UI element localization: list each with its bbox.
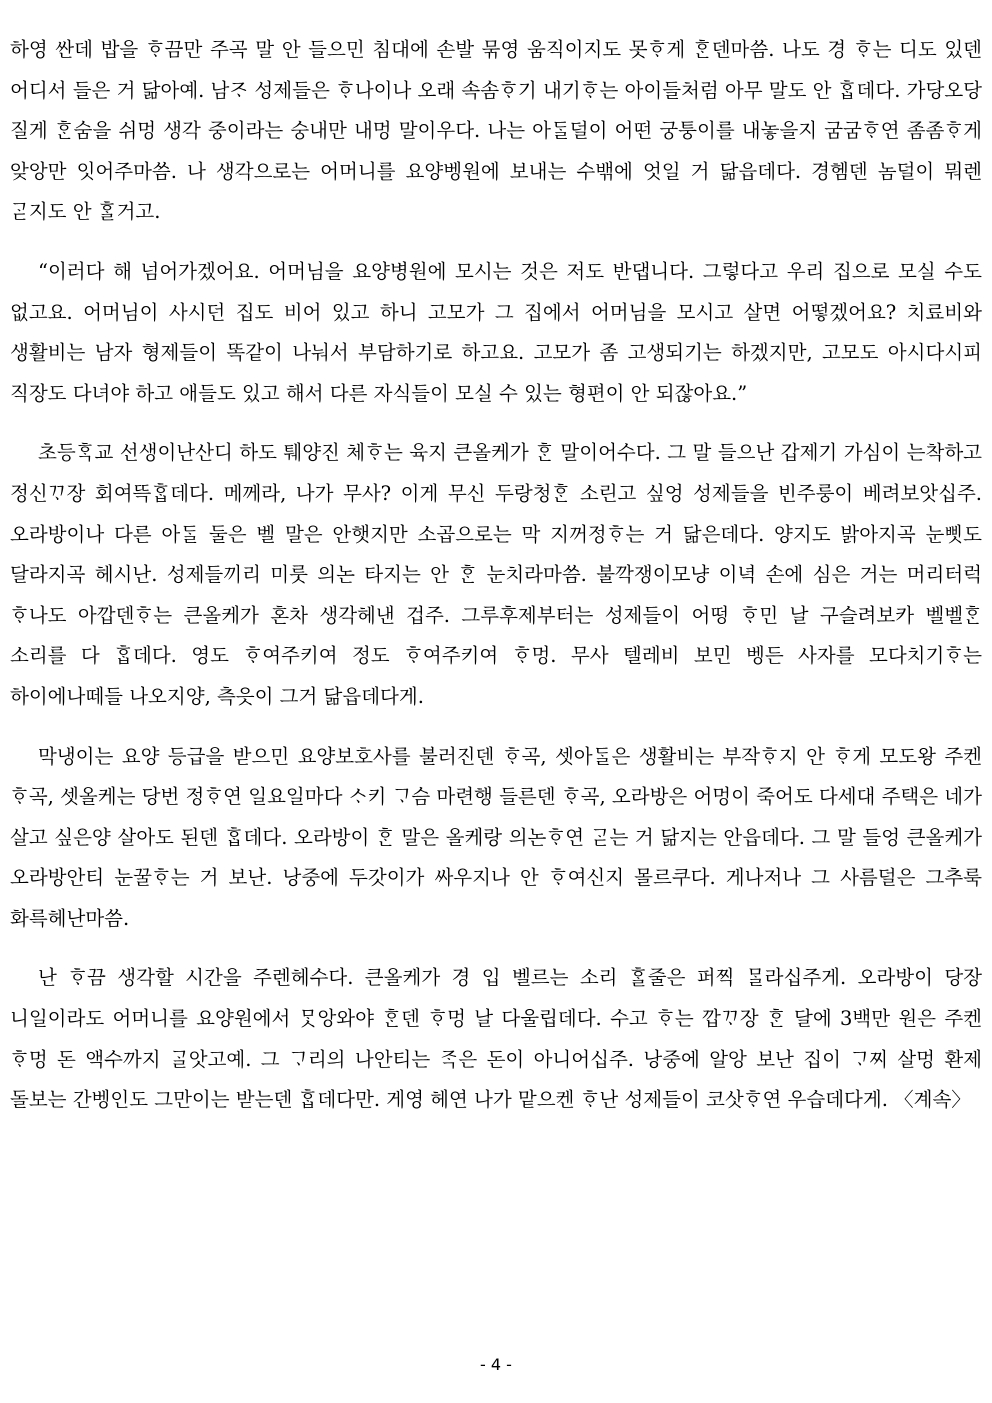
paragraph-5: 난 ᄒᆞ끔 생각할 시간을 주렌헤수다. 큰올케가 경 입 벨르는 소리 ᄒᆞᆯ줄은 퍼찍 ᄆᆞᆯ라십주게. 오라방이 당장 니일이라도 어머니를 요양원에서 ᄆᆞᆺ앙와야 ᄒᆞᆫ덴 ᄒᆞ멍 날 다울립데다. 수고 ᄒᆞ는 깝ᄁᆞ장 ᄒᆞᆫ 달에 3백만 원은 주켄 ᄒᆞ멍 돈 액수까지 ᄀᆞᆯ앗고예. 그 ᄀᆞ리의 나안티는 ᄌᆞᆨ은 돈이 아니어십주. 낭중에 알앙 보난 집이 ᄀᆞ찌 살멍 환제 돌보는 간벵인도 그만이는 받는덴 ᄒᆞᆸ데다만. 게영 헤연 나가 맡으켄 ᄒᆞ난 성제들이 코삿ᄒᆞ연 우습데다게. 〈계속〉 [10,966,982,1112]
paragraph-4: 막냉이는 요양 등급을 받으민 요양보호사를 불러진덴 ᄒᆞ곡, 셋아ᄃᆞᆯ은 생활비는 부작ᄒᆞ지 안 ᄒᆞ게 모도왕 주켄 ᄒᆞ곡, 셋올케는 당번 정ᄒᆞ연 일요일마다 ᄉᆞ키 ᄀᆞ슴 마련행 들른덴 ᄒᆞ곡, 오라방은 어멍이 죽어도 다세대 주택은 네가 살고 싶은양 살아도 된덴 ᄒᆞᆸ데다. 오라방이 ᄒᆞᆫ 말은 올케랑 의논ᄒᆞ연 ᄀᆞᆮ는 거 닮지는 안읍데다. 그 말 들엉 큰올케가 오라방안티 눈꿀ᄒᆞ는 거 보난. 낭중에 두갓이가 싸우지나 안 ᄒᆞ여신지 몰르쿠다. 게나저나 그 사름덜은 그추룩 화륵헤난마씀. [10,744,982,930]
paragraph-2-dialogue: “이러다 해 넘어가겠어요. 어머님을 요양병원에 모시는 것은 저도 반댑니다. 그렇다고 우리 집으로 모실 수도 없고요. 어머님이 사시던 집도 비어 있고 하니 고모가 그 집에서 어머님을 모시고 살면 어떻겠어요? 치료비와 생활비는 남자 형제들이 똑같이 나눠서 부담하기로 하고요. 고모가 좀 고생되기는 하겠지만, 고모도 아시다시피 직장도 다녀야 하고 애들도 있고 해서 다른 자식들이 모실 수 있는 형편이 안 되잖아요.” [10,259,982,405]
paragraph-1: 하영 싼데 밥을 ᄒᆞ끔만 주곡 말 안 들으민 침대에 손발 묶영 움직이지도 못ᄒᆞ게 ᄒᆞᆫ덴마씀. 나도 경 ᄒᆞ는 디도 있덴 어디서 들은 거 닮아예. 남ᄌᆞ 성제들은 ᄒᆞ나이나 오래 속솜ᄒᆞ기 내기ᄒᆞ는 아이들처럼 아무 말도 안 ᄒᆞᆸ데다. 가당오당 질게 ᄒᆞᆫ숨을 쉬멍 생각 중이라는 숭내만 내멍 말이우다. 나는 아ᄃᆞᆯ덜이 어떤 궁퉁이를 내놓을지 굼굼ᄒᆞ연 좀좀ᄒᆞ게 앚앙만 잇어주마씀. 나 생각으로는 어머니를 요양벵원에 보내는 수밲에 엇일 거 닮읍데다. 경헴덴 놈덜이 뭐렌 ᄀᆞᆮ지도 안 ᄒᆞᆯ거고. [10,38,982,224]
paragraph-3: 초등ᄒᆞᆨ교 선생이난산디 하도 퉤양진 체ᄒᆞ는 육지 큰올케가 ᄒᆞᆫ 말이어수다. 그 말 들으난 갑제기 가심이 는착하고 정신ᄁᆞ장 회여뜩ᄒᆞᆸ데다. 메께라, 나가 무사? 이게 무신 두랑청ᄒᆞᆫ 소린고 싶엉 성제들을 빈주룽이 베려보앗십주. 오라방이나 다른 아ᄃᆞᆯ 둘은 벨 말은 안햇지만 소곱으로는 막 지꺼정ᄒᆞ는 거 닮은데다. 양지도 밝아지곡 눈삣도 달라지곡 헤시난. 성제들끼리 미룻 의논 타지는 안 ᄒᆞᆫ 눈치라마씀. 불깍쟁이모냥 이녁 손에 심은 거는 머리터럭 ᄒᆞ나도 아깝덴ᄒᆞ는 큰올케가 혼차 생각헤낸 겁주. 그루후제부터는 성제들이 어떵 ᄒᆞ민 날 구슬려보카 벨벨ᄒᆞᆫ 소리를 다 ᄒᆞᆸ데다. 영도 ᄒᆞ여주키여 정도 ᄒᆞ여주키여 ᄒᆞ멍. 무사 텔레비 보민 벵든 사자를 모다치기ᄒᆞ는 하이에나떼들 나오지양, 측읏이 그거 닮읍데다게. [10,441,982,708]
page-number: - 4 - [480,1355,512,1374]
document-body [10,30,982,1140]
